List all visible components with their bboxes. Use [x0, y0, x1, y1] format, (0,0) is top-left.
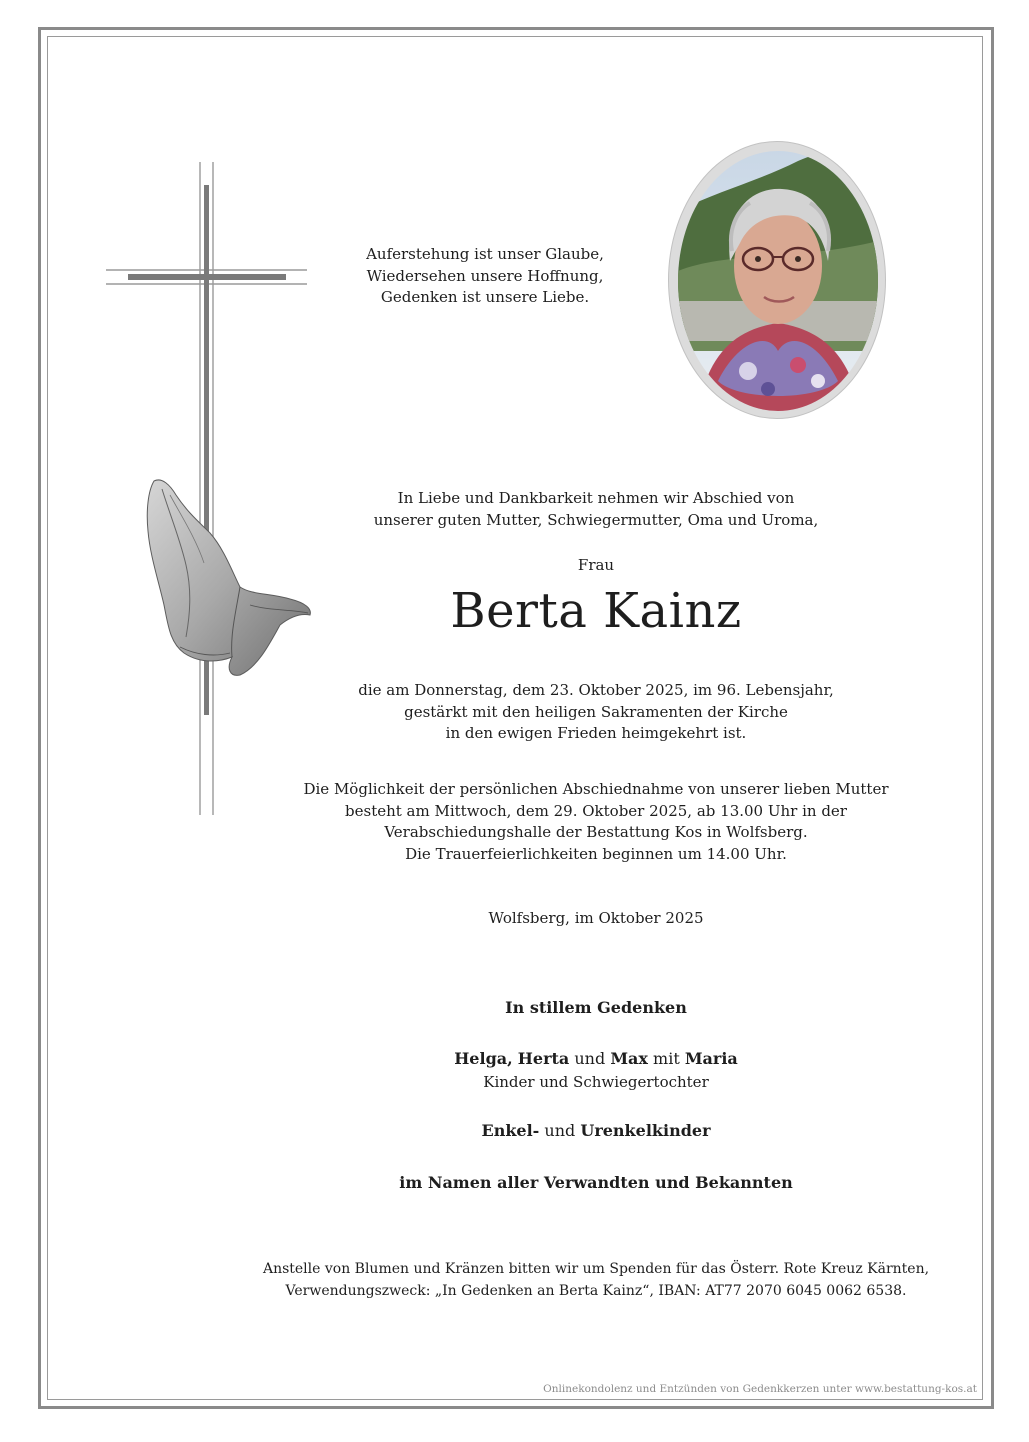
- farewell-line: besteht am Mittwoch, dem 29. Oktober 2025, ab 13.00 Uhr in der: [345, 801, 847, 820]
- intro-text: [230, 488, 962, 531]
- footer-condolence-link[interactable]: Onlinekondolenz und Entzünden von Gedenkkerzen unter www.bestattung-kos.at: [543, 1383, 977, 1395]
- relatives-line: im Namen aller Verwandten und Bekannten: [399, 1173, 793, 1192]
- conjunction: und: [544, 1121, 576, 1140]
- death-notice-line: die am Donnerstag, dem 23. Oktober 2025, im 96. Lebensjahr,: [358, 681, 834, 699]
- motto-line: Auferstehung ist unser Glaube,: [366, 245, 604, 263]
- farewell-line: Die Möglichkeit der persönlichen Abschiednahme von unserer lieben Mutter: [303, 780, 889, 798]
- conjunction: und: [574, 1049, 606, 1068]
- intro-line: In Liebe und Dankbarkeit nehmen wir Abschied von: [397, 489, 795, 507]
- portrait-image: [678, 151, 878, 411]
- family-name: Helga,: [454, 1049, 513, 1068]
- intro-line: unserer guten Mutter, Schwiegermutter, Oma und Uroma,: [373, 510, 819, 529]
- place-date: Wolfsberg, im Oktober 2025: [488, 909, 704, 927]
- grandchildren-part: Enkel-: [481, 1121, 540, 1140]
- death-notice: [230, 680, 962, 745]
- death-notice-line: gestärkt mit den heiligen Sakramenten der Kirche: [404, 702, 788, 721]
- donation-line: Anstelle von Blumen und Kränzen bitten wir um Spenden für das Österr. Rote Kreuz Kärnten,: [262, 1261, 930, 1277]
- farewell-line: Die Trauerfeierlichkeiten beginnen um 14.00 Uhr.: [405, 844, 787, 863]
- donation-request: [230, 1258, 962, 1302]
- family-names: [230, 1049, 962, 1068]
- family-name: Maria: [684, 1049, 738, 1068]
- motto-line: Gedenken ist unsere Liebe.: [380, 288, 590, 306]
- grandchildren-part: Urenkelkinder: [580, 1121, 711, 1140]
- donation-line: Verwendungszweck: „In Gedenken an Berta Kainz“, IBAN: AT77 2070 6045 0062 6538.: [285, 1283, 907, 1299]
- farewell-info: [230, 779, 962, 865]
- conjunction: mit: [653, 1049, 680, 1068]
- family-name: Herta: [517, 1049, 570, 1068]
- deceased-name: Berta Kainz: [450, 583, 742, 639]
- family-name: Max: [610, 1049, 648, 1068]
- portrait-photo: [668, 141, 886, 419]
- salutation: Frau: [577, 556, 615, 574]
- death-notice-line: in den ewigen Frieden heimgekehrt ist.: [445, 724, 747, 742]
- grandchildren: [230, 1121, 962, 1140]
- motto-line: Wiedersehen unsere Hoffnung,: [366, 266, 604, 285]
- in-memory-heading: In stillem Gedenken: [505, 998, 687, 1017]
- motto: [320, 244, 650, 309]
- family-relation: Kinder und Schwiegertochter: [483, 1073, 709, 1091]
- farewell-line: Verabschiedungshalle der Bestattung Kos in Wolfsberg.: [384, 823, 808, 841]
